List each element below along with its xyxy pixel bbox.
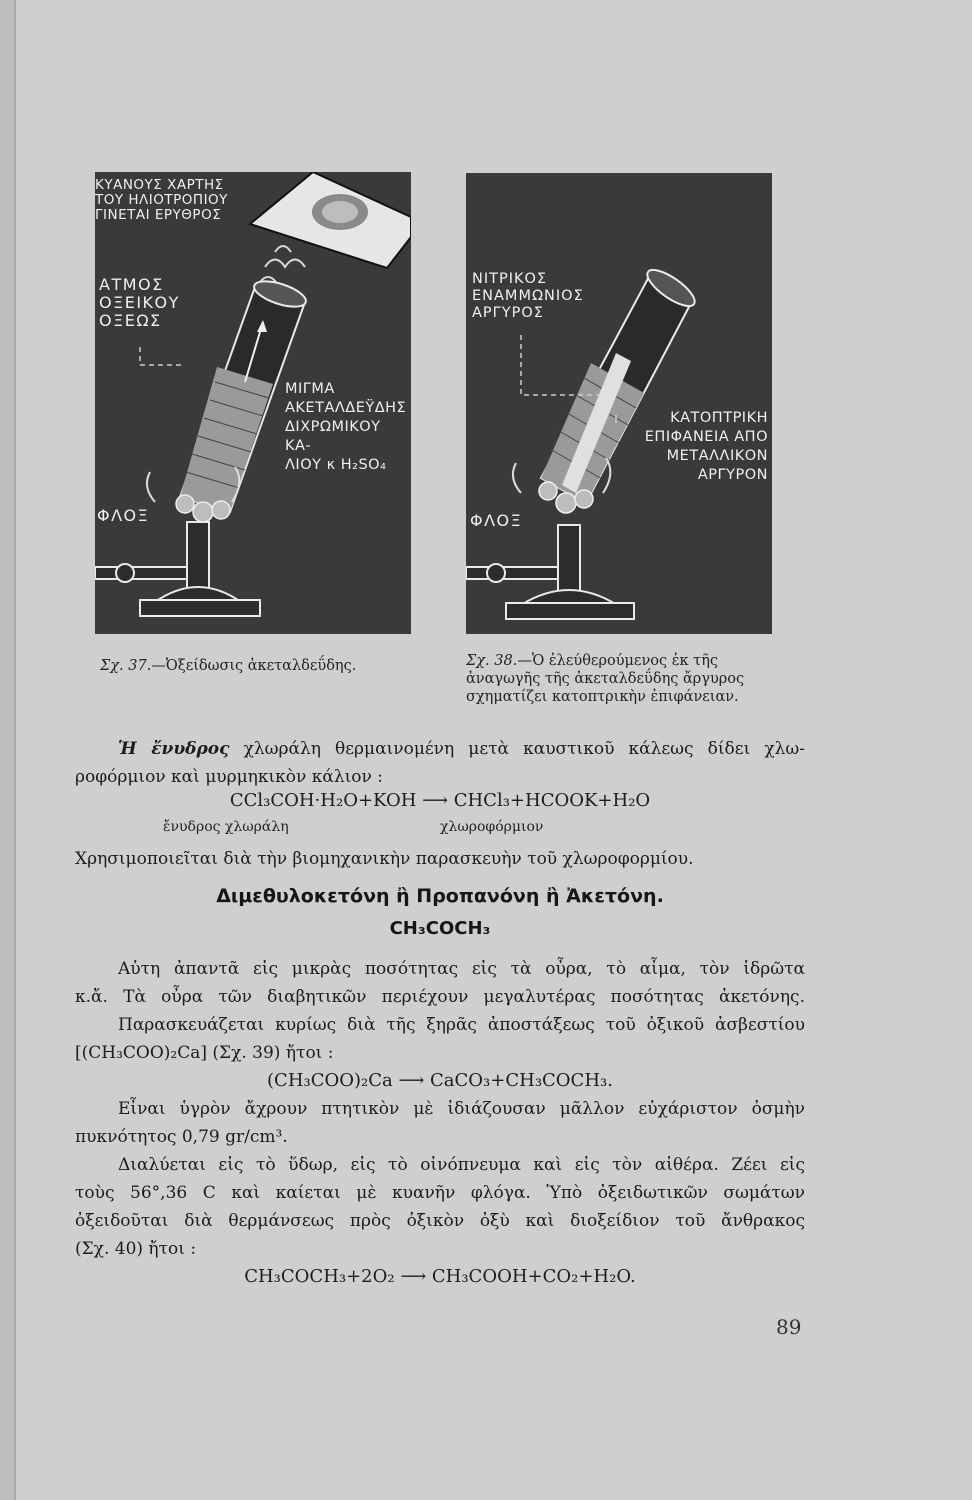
paragraph-chloral-line1	[118, 735, 805, 763]
caption-37-number: Σχ. 37.	[100, 658, 152, 674]
chloral-text-1: χλωράλη θερμαινομένη μετὰ καυστικοῦ κάλεως δίδει χλω-	[243, 739, 806, 759]
label-flame-38: ΦΛΟΞ	[470, 511, 523, 530]
term-hydrated: Ἡ ἔνυδρος	[118, 739, 230, 759]
caption-37-text: —Ὀξείδωσις ἀκεταλδεΰδης.	[151, 658, 357, 674]
caption-38-line2: ἀναγωγῆς τῆς ἀκεταλδεΰδης ἄργυρος	[466, 671, 745, 687]
page-edge-shadow	[14, 0, 16, 1500]
equation-label-chloroform: χλωροφόρμιον	[440, 819, 544, 835]
paragraph-solubility-line3: ὀξειδοῦται διὰ θερμάνσεως πρὸς ὀξικὸν ὀξὺ καὶ διοξείδιον τοῦ ἄνθρακος	[75, 1211, 805, 1231]
paragraph-solubility-line2: τοὺς 56°,36 C καὶ καίεται μὲ κυανῆν φλόγα. Ὑπὸ ὀξειδωτικῶν σωμάτων	[75, 1183, 805, 1203]
equation-calcium-acetate: (CH₃COO)₂Ca ⟶ CaCO₃+CH₃COCH₃.	[267, 1070, 613, 1091]
paragraph-preparation-line2: [(CH₃COO)₂Ca] (Σχ. 39) ἤτοι :	[75, 1043, 334, 1063]
caption-38-line1: —Ὁ ἐλεύθερούμενος ἐκ τῆς	[517, 653, 718, 669]
label-flame-37: ΦΛΟΞ	[97, 506, 150, 525]
litmus-paper-illustration	[250, 172, 411, 268]
caption-38-line3: σχηματίζει κατοπτρικὴν ἐπιφάνειαν.	[466, 689, 739, 705]
equation-label-chloral-hydrate: ἔνυδρος χλωράλη	[163, 819, 289, 835]
equation-acetone-oxidation: CH₃COCH₃+2O₂ ⟶ CH₃COOH+CO₂+H₂O.	[244, 1266, 636, 1287]
figure-37-acetaldehyde-oxidation	[95, 172, 411, 634]
paragraph-occurrence-line2: κ.ἄ. Τὰ οὖρα τῶν διαβητικῶν περιέχουν μεγαλυτέρας ποσότητας ἀκετόνης.	[75, 987, 805, 1007]
paragraph-chloroform-use: Χρησιμοποιεῖται διὰ τὴν βιομηχανικὴν παρασκευὴν τοῦ χλωροφορμίου.	[75, 849, 694, 869]
figure-38-silver-mirror	[466, 173, 772, 634]
bunsen-burner-38	[466, 525, 634, 619]
acetone-formula: CH₃COCH₃	[389, 918, 491, 939]
paragraph-chloral-line2: ροφόρμιον καὶ μυρμηκικὸν κάλιον :	[75, 767, 383, 787]
paragraph-occurrence-line1: Αὐτη ἀπαντᾶ εἰς μικρὰς ποσότητας εἰς τὰ οὖρα, τὸ αἷμα, τὸν ἱδρῶτα	[118, 959, 805, 979]
paragraph-properties-line2: πυκνότητος 0,79 gr/cm³.	[75, 1127, 288, 1147]
bunsen-burner-37	[95, 522, 260, 616]
paragraph-solubility-line4: (Σχ. 40) ἤτοι :	[75, 1239, 197, 1259]
caption-fig-38	[466, 652, 744, 706]
label-acetic-vapor: ΑΤΜΟΣ ΟΞΕΙΚΟΥ ΟΞΕΩΣ	[99, 275, 180, 330]
vapor-puffs	[260, 246, 305, 282]
section-heading-acetone: Διμεθυλοκετόνη ἢ Προπανόνη ἢ Ἀκετόνη.	[216, 885, 664, 907]
page-number: 89	[776, 1315, 802, 1339]
paragraph-properties-line1: Εἶναι ὑγρὸν ἄχρουν πτητικὸν μὲ ἰδιάζουσαν μᾶλλον εὐχάριστον ὀσμὴν	[118, 1099, 805, 1119]
page-edge	[0, 0, 14, 1500]
caption-fig-37	[100, 657, 356, 675]
equation-chloral: CCl₃COH·H₂O+KOH ⟶ CHCl₃+HCOOK+H₂O	[229, 790, 651, 811]
paragraph-preparation-line1: Παρασκευάζεται κυρίως διὰ τῆς ξηρᾶς ἀποστάξεως τοῦ ὀξικοῦ ἀσβεστίου	[118, 1015, 805, 1035]
figure-38-drawing	[466, 173, 772, 634]
label-mixture: ΜΙΓΜΑ ΑΚΕΤΑΛΔΕΫΔΗΣ ΔΙΧΡΩΜΙΚΟΥ ΚΑ- ΛΙΟΥ κ Η₂SO₄	[285, 381, 407, 473]
paragraph-solubility-line1: Διαλύεται εἰς τὸ ὕδωρ, εἰς τὸ οἰνόπνευμα καὶ εἰς τὸν αἰθέρα. Ζέει εἰς	[118, 1155, 805, 1175]
label-silver-mirror: ΚΑΤΟΠΤΡΙΚΗ ΕΠΙΦΑΝΕΙΑ ΑΠΟ ΜΕΤΑΛΛΙΚΟΝ ΑΡΓΥΡΟΝ	[644, 410, 768, 483]
label-silver-nitrate: ΝΙΤΡΙΚΟΣ ΕΝΑΜΜΩΝΙΟΣ ΑΡΓΥΡΟΣ	[472, 271, 584, 321]
label-litmus-paper: ΚΥΑΝΟΥΣ ΧΑΡΤΗΣ ΤΟΥ ΗΛΙΟΤΡΟΠΙΟΥ ΓΙΝΕΤΑΙ ΕΡΥΘΡΟΣ	[95, 177, 228, 223]
caption-38-number: Σχ. 38.	[466, 653, 518, 669]
